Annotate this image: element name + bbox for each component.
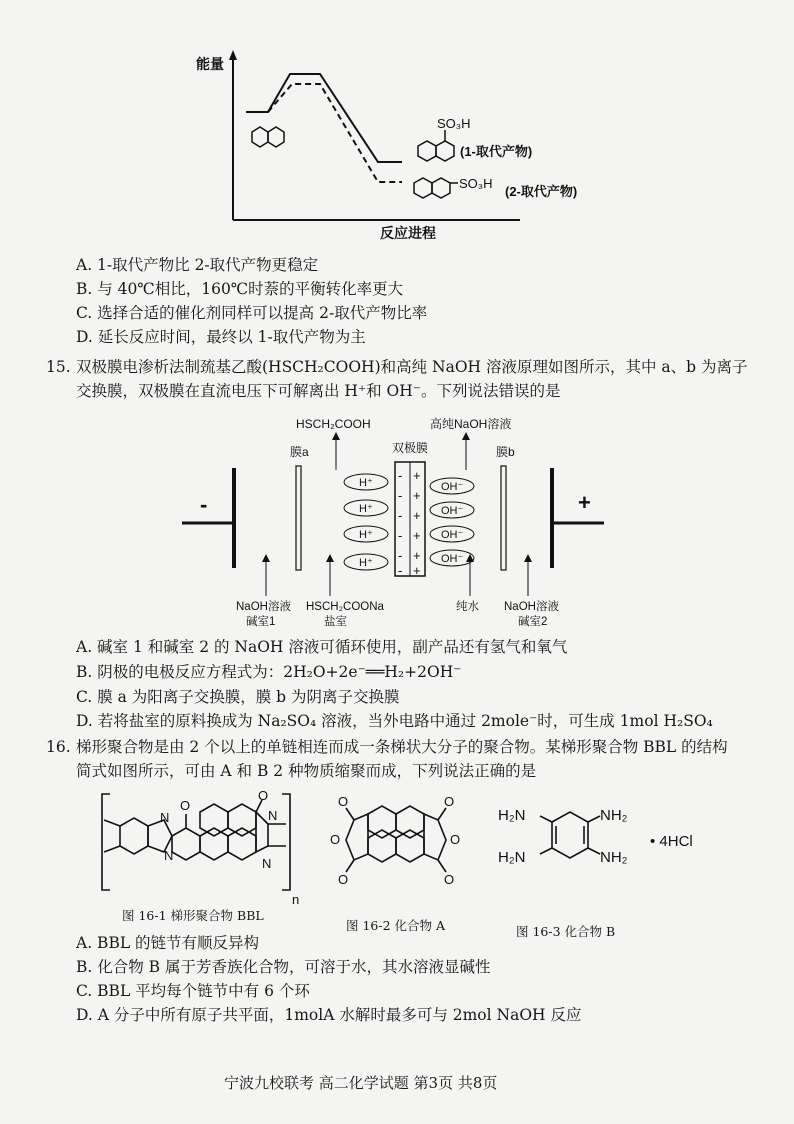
y-axis-label: 能量 (196, 56, 224, 72)
membrane-b (501, 466, 506, 570)
q16-stem-line1: 梯形聚合物是由 2 个以上的单链相连而成一条梯状大分子的聚合物。某梯形聚合物 BBL 的结构 (76, 738, 728, 756)
page-footer: 宁波九校联考 高二化学试题 第3页 共8页 (224, 1074, 498, 1092)
svg-text:-: - (398, 563, 403, 578)
bbl-structure-icon (102, 794, 290, 890)
q15-stem-line1: 双极膜电渗析法制巯基乙酸(HSCH₂COOH)和高纯 NaOH 溶液原理如图所示，其中 a、b 为离子 (76, 358, 748, 376)
bbl-n4: N (262, 856, 272, 871)
q14-option-b: B. 与 40℃相比，160℃时萘的平衡转化率更大 (76, 280, 404, 298)
a-o4: O (444, 794, 455, 809)
oh-ions (430, 478, 474, 566)
label-membrane-a: 膜a (290, 445, 309, 459)
a-o6: O (444, 872, 455, 887)
h-ions (344, 474, 388, 570)
feed1-line1: NaOH溶液 (236, 601, 291, 613)
svg-text:+: + (413, 528, 421, 543)
q15-number: 15. (46, 358, 71, 376)
a-o5: O (450, 832, 461, 847)
b-h2n-bottom: H₂N (498, 849, 526, 866)
arrow-up-icon (326, 554, 334, 562)
fig16-1-caption: 图 16-1 梯形聚合物 BBL (122, 908, 264, 923)
bbl-n3: N (268, 808, 278, 823)
a-o1: O (338, 794, 349, 809)
label-membrane-b: 膜b (496, 445, 515, 459)
b-h2n-top: H₂N (498, 807, 526, 824)
q16-option-d: D. A 分子中所有原子共平面，1molA 水解时最多可与 2mol NaOH 反应 (76, 1006, 582, 1024)
product2-group: SO₃H (459, 176, 493, 191)
arrow-up-icon (462, 432, 470, 440)
cathode-sign: - (200, 492, 208, 517)
q15-option-d: D. 若将盐室的原料换成为 Na₂SO₄ 溶液，当外电路中通过 2mole⁻时，可生成 1mol H₂SO₄ (76, 712, 713, 730)
svg-text:H⁺: H⁺ (359, 503, 373, 515)
path-1-product (246, 74, 402, 162)
feed4-line2: 碱室2 (518, 616, 548, 628)
bbl-o-top-left: O (180, 798, 191, 813)
arrow-up-icon (524, 554, 532, 562)
svg-text:+: + (413, 508, 421, 523)
label-top-right-product: 高纯NaOH溶液 (430, 417, 512, 431)
svg-text:OH⁻: OH⁻ (441, 553, 464, 565)
feed4-line1: NaOH溶液 (504, 601, 559, 613)
a-o3: O (338, 872, 349, 887)
compound-a-structure-icon (346, 806, 446, 872)
svg-text:-: - (398, 528, 403, 543)
q14-option-a: A. 1-取代产物比 2-取代产物更稳定 (76, 256, 319, 274)
label-top-left-product: HSCH₂COOH (296, 417, 371, 431)
q16-option-b: B. 化合物 B 属于芳香族化合物，可溶于水，其水溶液显碱性 (76, 958, 491, 976)
q16-stem-line2: 简式如图所示，可由 A 和 B 2 种物质缩聚而成，下列说法正确的是 (76, 762, 537, 780)
naphthalene-icon (252, 127, 284, 147)
q16-option-a: A. BBL 的链节有顺反异构 (76, 934, 260, 952)
bbl-o-top-right: O (258, 788, 269, 803)
product2-label: (2-取代产物) (505, 184, 578, 199)
b-nh2-top: NH₂ (600, 807, 628, 824)
bbl-n1: N (160, 810, 170, 825)
svg-text:-: - (398, 468, 403, 483)
q14-option-c: C. 选择合适的催化剂同样可以提高 2-取代产物比率 (76, 304, 428, 322)
svg-text:+: + (413, 468, 421, 483)
fig16-2-caption: 图 16-2 化合物 A (346, 918, 446, 933)
anode-sign: + (578, 490, 591, 515)
b-hcl: • 4HCl (650, 833, 693, 850)
svg-text:-: - (398, 548, 403, 563)
a-o2: O (330, 832, 341, 847)
svg-text:H⁺: H⁺ (359, 557, 373, 569)
compound-b-structure-icon (540, 812, 600, 858)
bbl-subscript-n: n (292, 892, 300, 907)
electrodialysis-diagram (0, 410, 794, 640)
label-bipolar: 双极膜 (392, 441, 429, 455)
fig16-3-caption: 图 16-3 化合物 B (516, 924, 616, 939)
feed2-line2: 盐室 (324, 616, 347, 628)
svg-text:+: + (413, 563, 421, 578)
product1-structure-icon (418, 130, 454, 161)
energy-diagram (0, 0, 794, 250)
feed1-line2: 碱室1 (246, 616, 276, 628)
bbl-n2: N (164, 848, 174, 863)
feed3: 纯水 (456, 601, 479, 613)
b-nh2-bottom: NH₂ (600, 849, 628, 866)
feed2-line1: HSCH₂COONa (306, 601, 384, 613)
product2-structure-icon (414, 178, 458, 198)
y-axis-arrow (229, 50, 237, 60)
svg-text:OH⁻: OH⁻ (441, 505, 464, 517)
q15-option-a: A. 碱室 1 和碱室 2 的 NaOH 溶液可循环使用，副产品还有氢气和氧气 (76, 638, 568, 656)
svg-text:-: - (398, 508, 403, 523)
arrow-up-icon (332, 432, 340, 440)
svg-text:H⁺: H⁺ (359, 477, 373, 489)
svg-text:+: + (413, 548, 421, 563)
q16-option-c: C. BBL 平均每个链节中有 6 个环 (76, 982, 310, 1000)
q15-option-c: C. 膜 a 为阳离子交换膜，膜 b 为阴离子交换膜 (76, 688, 400, 706)
bipolar-charges (398, 468, 421, 578)
x-axis-label: 反应进程 (380, 225, 436, 241)
path-2-product (268, 84, 402, 182)
membrane-a (296, 466, 301, 570)
q16-number: 16. (46, 738, 71, 756)
arrow-up-icon (262, 554, 270, 562)
svg-text:OH⁻: OH⁻ (441, 529, 464, 541)
svg-text:+: + (413, 488, 421, 503)
q15-option-b: B. 阴极的电极反应方程式为：2H₂O+2e⁻══H₂+2OH⁻ (76, 663, 462, 681)
product1-label: (1-取代产物) (460, 144, 533, 159)
q14-option-d: D. 延长反应时间，最终以 1-取代产物为主 (76, 328, 366, 346)
svg-text:-: - (398, 488, 403, 503)
q15-stem-line2: 交换膜，双极膜在直流电压下可解离出 H⁺和 OH⁻。下列说法错误的是 (76, 382, 561, 400)
svg-text:OH⁻: OH⁻ (441, 481, 464, 493)
product1-group: SO₃H (437, 116, 471, 131)
svg-text:H⁺: H⁺ (359, 529, 373, 541)
